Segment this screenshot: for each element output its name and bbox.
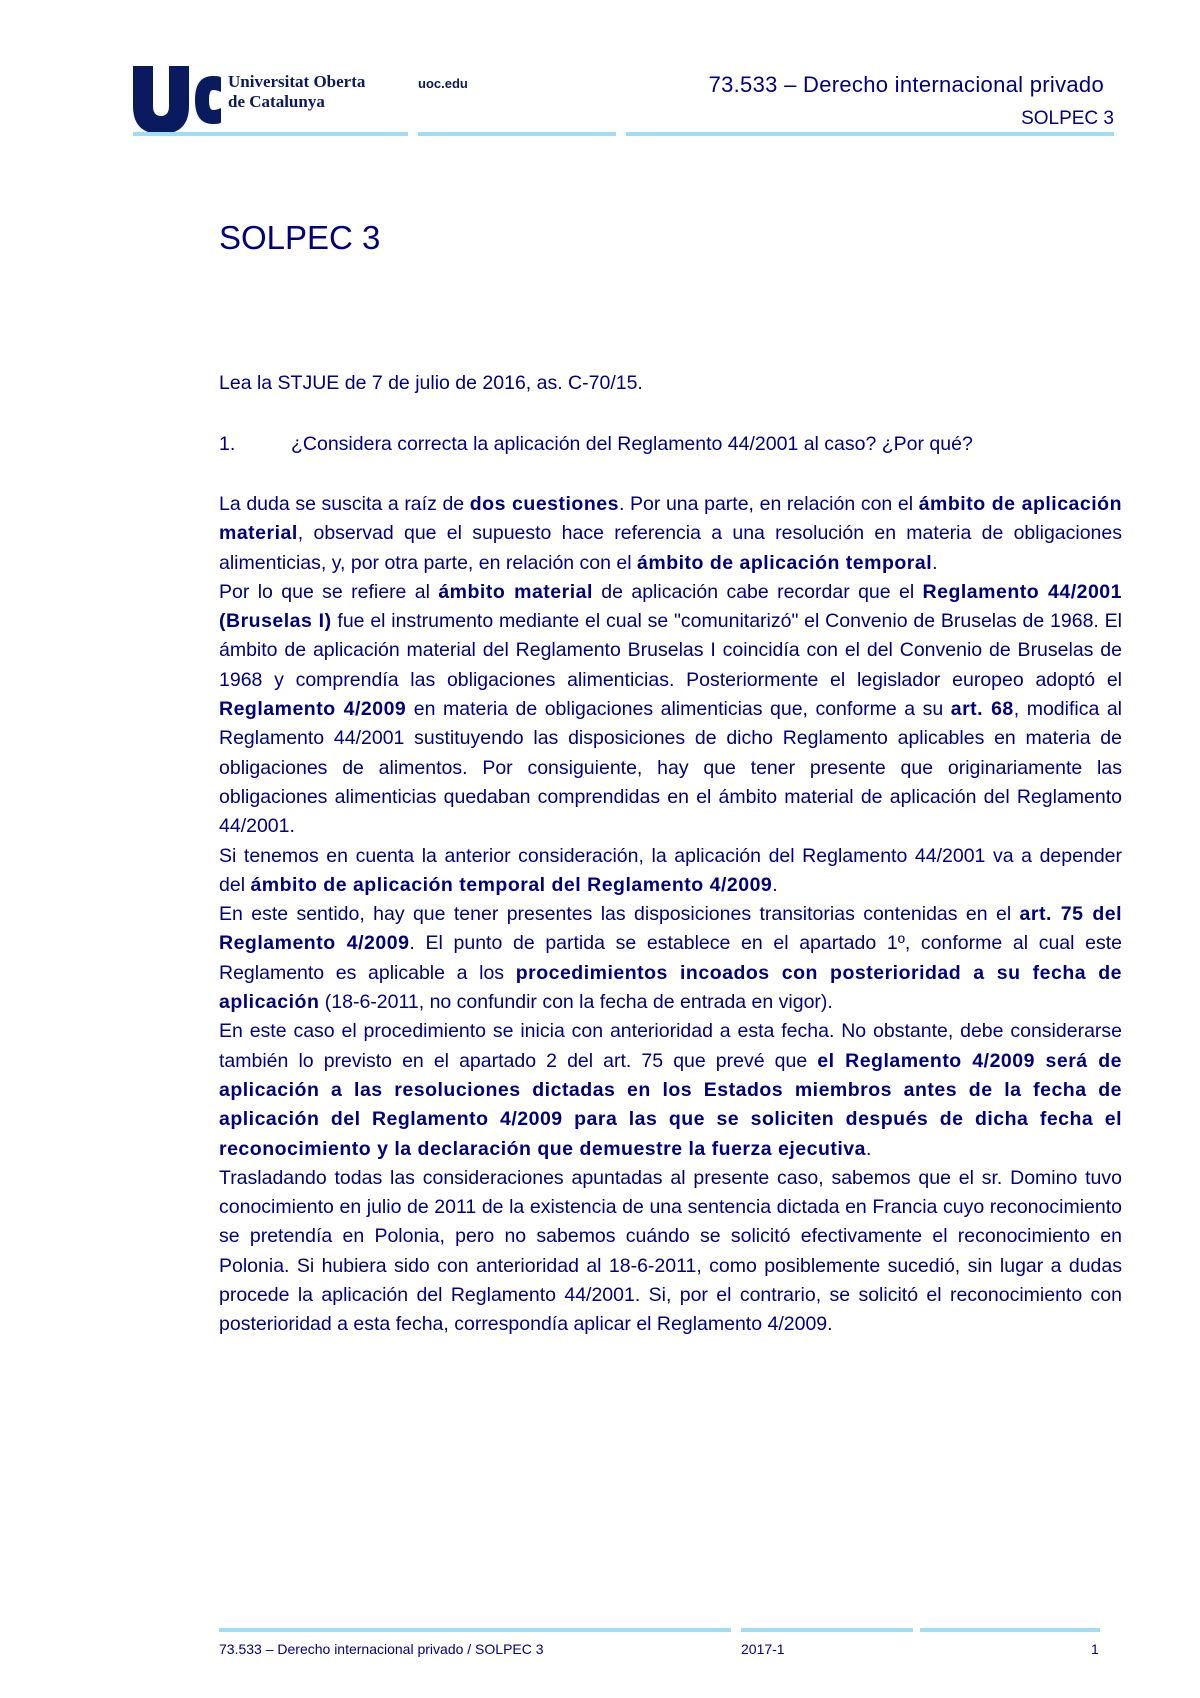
text-run: , modifica al Reglamento 44/2001 sustituyendo las disposiciones de dicho Reglamento aplicables en materia de obligaciones de alimentos. Por consiguiente, hay que tener presente que originariamente las obligaciones alimenticias quedaban comprendidas en el ámbito material de aplicación del Reglamento 44/2001. <box>219 698 1123 838</box>
bold-text: art. 68 <box>950 698 1014 721</box>
answer-paragraph <box>219 900 1122 1017</box>
text-run: Por lo que se refiere al <box>219 580 439 603</box>
bold-text: procedimientos incoados con posterioridad a su fecha de aplicación <box>219 961 1123 1014</box>
university-name <box>228 72 365 112</box>
bold-text: art. 75 del Reglamento 4/2009 <box>219 903 1122 955</box>
footer-rule-middle <box>741 1628 913 1632</box>
footer-rule-right <box>920 1628 1100 1632</box>
text-run: . <box>772 873 778 896</box>
footer-term: 2017-1 <box>741 1641 785 1657</box>
text-run: En este caso el procedimiento se inicia con anterioridad a esta fecha. No obstante, debe considerarse también lo previsto en el apartado 2 del art. 75 que prevé que <box>219 1020 1122 1072</box>
text-run: Si tenemos en cuenta la anterior consideración, la aplicación del Reglamento 44/2001 va a depender del <box>219 844 1122 896</box>
text-run: . Por una parte, en relación con el <box>618 493 919 515</box>
page-number: 1 <box>1091 1641 1099 1657</box>
bold-text: ámbito de aplicación temporal <box>637 551 933 574</box>
bold-text: dos cuestiones <box>469 493 619 515</box>
text-run: En este sentido, hay que tener presentes las disposiciones transitorias contenidas en el <box>219 903 1020 926</box>
uoc-logo-icon <box>133 66 221 134</box>
bold-text: Reglamento 4/2009 <box>219 698 407 721</box>
intro-text: Lea la STJUE de 7 de julio de 2016, as. C-70/15. <box>219 372 643 394</box>
page-title: SOLPEC 3 <box>219 219 381 256</box>
footer-course-label: 73.533 – Derecho internacional privado / SOLPEC 3 <box>219 1641 544 1657</box>
header-rule-middle <box>418 132 616 136</box>
text-run: , observad que el supuesto hace referencia a una resolución en materia de obligaciones alimenticias, y, por otra parte, en relación con el <box>219 522 1122 574</box>
question-number: 1. <box>219 433 236 455</box>
bold-text: ámbito de aplicación temporal del Reglamento 4/2009 <box>250 873 773 896</box>
text-run: en materia de obligaciones alimenticias que, conforme a su <box>406 698 951 721</box>
answer-paragraph <box>219 1017 1122 1163</box>
answer-paragraph <box>219 1164 1122 1340</box>
answer-body <box>219 490 1122 1340</box>
bold-text: Reglamento 44/2001 (Bruselas I) <box>219 580 1122 633</box>
text-run: . El punto de partida se establece en el apartado 1º, conforme al cual este Reglamento es aplicable a los <box>219 932 1122 984</box>
answer-paragraph <box>219 578 1122 842</box>
text-run: . <box>932 551 938 574</box>
question-1 <box>219 433 973 456</box>
answer-paragraph <box>219 842 1122 901</box>
answer-paragraph <box>219 490 1122 578</box>
text-run: Trasladando todas las consideraciones apuntadas al presente caso, sabemos que el sr. Domino tuvo conocimiento en julio de 2011 de la existencia de una sentencia dictada en Francia cuyo reconocimiento se pretendía en Polonia, pero no sabemos cuándo se solicitó efectivamente el reconocimiento en Polonia. Si hubiera sido con anterioridad al 18-6-2011, como posiblemente sucedió, sin lugar a dudas procede la aplicación del Reglamento 44/2001. Si, por el contrario, se solicitó el reconocimiento con posterioridad a esta fecha, correspondía aplicar el Reglamento 4/2009. <box>219 1166 1122 1336</box>
text-run: de aplicación cabe recordar que el <box>592 580 923 603</box>
header-rule-right <box>626 132 1114 136</box>
text-run: . <box>865 1137 872 1160</box>
header-rule-left <box>133 132 408 136</box>
text-run: (18-6-2011, no confundir con la fecha de entrada en vigor). <box>319 991 833 1014</box>
footer-rule-left <box>219 1628 731 1632</box>
text-run: fue el instrumento mediante el cual se "comunitarizó" el Convenio de Bruselas de 1968. El ámbito de aplicación material del Reglamento Bruselas I coincidía con el del Convenio de Bruselas de 1968 y comprendía las obligaciones alimenticias. Posteriormente el legislador europeo adoptó el <box>219 610 1122 691</box>
university-name-line1: Universitat Oberta <box>228 72 366 91</box>
header-document-code: SOLPEC 3 <box>1021 108 1114 129</box>
header-course-title: 73.533 – Derecho internacional privado <box>708 72 1104 97</box>
text-run: La duda se suscita a raíz de <box>219 493 470 515</box>
university-name-line2: de Catalunya <box>228 92 325 111</box>
question-text: ¿Considera correcta la aplicación del Reglamento 44/2001 al caso? ¿Por qué? <box>291 433 973 455</box>
bold-text: el Reglamento 4/2009 será de aplicación a las resoluciones dictadas en los Estados miembros antes de la fecha de aplicación del Reglamento 4/2009 para las que se soliciten después de dicha fecha el reconocimiento y la declaración que demuestre la fuerza ejecutiva <box>219 1049 1122 1160</box>
bold-text: ámbito material <box>438 580 593 603</box>
bold-text: ámbito de aplicación material <box>219 493 1122 545</box>
header-url[interactable]: uoc.edu <box>418 76 468 91</box>
